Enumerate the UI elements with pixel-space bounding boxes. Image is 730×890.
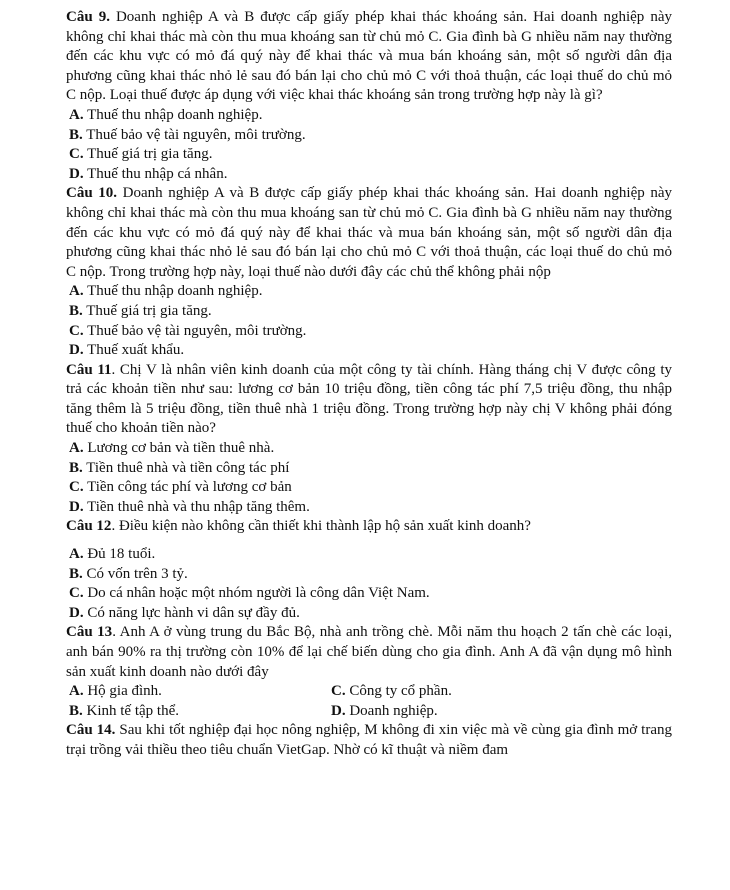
option-letter: C. bbox=[69, 479, 84, 496]
option-text: Kinh tế tập thể. bbox=[82, 702, 179, 719]
option-text: Có vốn trên 3 tỷ. bbox=[82, 565, 188, 582]
option-letter: C. bbox=[69, 146, 84, 163]
option-text: Thuế thu nhập doanh nghiệp. bbox=[83, 106, 263, 123]
question-12 bbox=[66, 517, 672, 623]
option-d bbox=[66, 341, 672, 361]
option-letter: C. bbox=[69, 322, 84, 339]
question-number: Câu 9. bbox=[66, 9, 110, 25]
question-text: . Điều kiện nào không cần thiết khi thành lập hộ sản xuất kinh doanh? bbox=[111, 518, 531, 535]
question-stem bbox=[66, 361, 672, 439]
option-c bbox=[66, 145, 672, 165]
option-text: Thuế thu nhập cá nhân. bbox=[83, 165, 228, 182]
option-letter: A. bbox=[69, 440, 84, 457]
question-stem bbox=[66, 721, 672, 760]
option-b bbox=[66, 126, 672, 146]
option-text: Thuế thu nhập doanh nghiệp. bbox=[83, 283, 263, 300]
question-number: Câu 11 bbox=[66, 361, 112, 378]
question-text: Doanh nghiệp A và B được cấp giấy phép khai thác khoáng sản. Hai doanh nghiệp này không chỉ khai thác mà còn thu mua khoáng san từ chủ mỏ C. Gia đình bà G nhiều năm nay thường đến các khu vực có mỏ đá quý này để khai thác và mua bán khoáng sản, một số người dân địa phương cũng khai thác nhỏ lẻ sau đó bán lại cho chủ mỏ C với thoả thuận, các loại thuế do chủ mỏ C nộp. Trong trường hợp này, loại thuế nào dưới đây các chủ thể không phải nộp bbox=[66, 185, 672, 280]
option-letter: A. bbox=[69, 683, 84, 700]
option-text: Thuế giá trị gia tăng. bbox=[82, 302, 212, 319]
question-text: . Anh A ở vùng trung du Bắc Bộ, nhà anh trồng chè. Mỗi năm thu hoạch 2 tấn chè các loại, anh bán 90% ra thị trường còn 10% để lại chế biến dùng cho gia đình. Anh A đã vận dụng mô hình sản xuất kinh doanh nào dưới đây bbox=[66, 624, 672, 680]
question-text: Doanh nghiệp A và B được cấp giấy phép khai thác khoáng sản. Hai doanh nghiệp này không chỉ khai thác mà còn thu mua khoáng san từ chủ mỏ C. Gia đình bà G nhiều năm nay thường đến các khu vực có mỏ đá quý này để khai thác và mua bán khoáng sản, một số người dân địa phương cũng khai thác nhỏ lẻ sau đó bán lại cho chủ mỏ C với thoả thuận, các loại thuế do chủ mỏ C nộp. Loại thuế được áp dụng với việc khai thác khoáng sản trong trường hợp này là gì? bbox=[66, 9, 672, 104]
option-a bbox=[66, 545, 672, 565]
question-stem bbox=[66, 8, 672, 106]
answer-options bbox=[66, 282, 672, 360]
option-a bbox=[66, 282, 672, 302]
question-10 bbox=[66, 184, 672, 360]
option-letter: A. bbox=[69, 283, 84, 300]
spacer bbox=[66, 537, 672, 545]
option-c bbox=[66, 478, 672, 498]
question-number: Câu 12 bbox=[66, 518, 112, 535]
option-letter: D. bbox=[69, 604, 84, 621]
option-text: Tiền thuê nhà và thu nhập tăng thêm. bbox=[83, 498, 310, 515]
answer-options bbox=[66, 545, 672, 623]
answer-options bbox=[66, 439, 672, 517]
option-letter: B. bbox=[69, 459, 83, 476]
option-a bbox=[69, 682, 331, 702]
option-b bbox=[66, 302, 672, 322]
option-text: Tiền thuê nhà và tiền công tác phí bbox=[82, 459, 290, 476]
option-letter: C. bbox=[331, 683, 346, 700]
option-d bbox=[66, 498, 672, 518]
option-a bbox=[66, 106, 672, 126]
question-number: Câu 14. bbox=[66, 722, 116, 739]
option-text: Có năng lực hành vi dân sự đầy đủ. bbox=[83, 604, 300, 621]
question-number: Câu 10. bbox=[66, 185, 118, 202]
option-text: Lương cơ bản và tiền thuê nhà. bbox=[83, 440, 275, 457]
option-d bbox=[66, 604, 672, 624]
option-letter: A. bbox=[69, 546, 84, 563]
option-letter: D. bbox=[331, 702, 346, 719]
option-letter: B. bbox=[69, 302, 83, 319]
option-text: Hộ gia đình. bbox=[83, 683, 162, 700]
option-letter: D. bbox=[69, 342, 84, 359]
option-letter: A. bbox=[69, 106, 84, 123]
option-text: Thuế giá trị gia tăng. bbox=[83, 146, 213, 163]
option-letter: D. bbox=[69, 165, 84, 182]
option-row bbox=[66, 682, 672, 702]
answer-options bbox=[66, 106, 672, 184]
option-c bbox=[331, 682, 593, 702]
question-9 bbox=[66, 8, 672, 184]
option-letter: B. bbox=[69, 702, 83, 719]
question-11 bbox=[66, 361, 672, 518]
question-stem bbox=[66, 517, 672, 537]
question-text: Sau khi tốt nghiệp đại học nông nghiệp, M không đi xin việc mà về cùng gia đình mở trang trại trồng vải thiều theo tiêu chuẩn VietGap. Nhờ có kĩ thuật và niềm đam bbox=[66, 722, 672, 758]
option-text: Thuế xuất khẩu. bbox=[83, 342, 185, 359]
option-text: Thuế bảo vệ tài nguyên, môi trường. bbox=[82, 126, 306, 143]
question-text: . Chị V là nhân viên kinh doanh của một công ty tài chính. Hàng tháng chị V được công ty trả các khoản tiền như sau: lương cơ bản 10 triệu đồng, tiền công tác phí 7,5 triệu đồng, thu nhập tăng thêm là 5 triệu đồng, tiền thuê nhà 1 triệu đồng. Trong trường hợp này chị V không phải đóng thuế cho khoản tiền nào? bbox=[66, 361, 672, 437]
answer-options bbox=[66, 682, 672, 721]
question-14 bbox=[66, 721, 672, 760]
option-text: Thuế bảo vệ tài nguyên, môi trường. bbox=[83, 322, 307, 339]
question-number: Câu 13 bbox=[66, 624, 113, 641]
option-b bbox=[66, 565, 672, 585]
option-c bbox=[66, 322, 672, 342]
option-text: Tiền công tác phí và lương cơ bản bbox=[83, 479, 292, 496]
option-a bbox=[66, 439, 672, 459]
option-b bbox=[66, 459, 672, 479]
question-13 bbox=[66, 623, 672, 721]
question-stem bbox=[66, 623, 672, 682]
option-letter: C. bbox=[69, 585, 84, 602]
option-text: Công ty cổ phần. bbox=[345, 683, 452, 700]
option-b bbox=[69, 702, 331, 722]
option-letter: B. bbox=[69, 565, 83, 582]
option-row bbox=[66, 702, 672, 722]
option-text: Doanh nghiệp. bbox=[345, 702, 438, 719]
option-c bbox=[66, 584, 672, 604]
option-d bbox=[66, 165, 672, 185]
option-letter: B. bbox=[69, 126, 83, 143]
question-stem bbox=[66, 184, 672, 282]
option-text: Do cá nhân hoặc một nhóm người là công dân Việt Nam. bbox=[83, 585, 430, 602]
option-letter: D. bbox=[69, 498, 84, 515]
option-d bbox=[331, 702, 593, 722]
option-text: Đủ 18 tuổi. bbox=[83, 546, 156, 563]
